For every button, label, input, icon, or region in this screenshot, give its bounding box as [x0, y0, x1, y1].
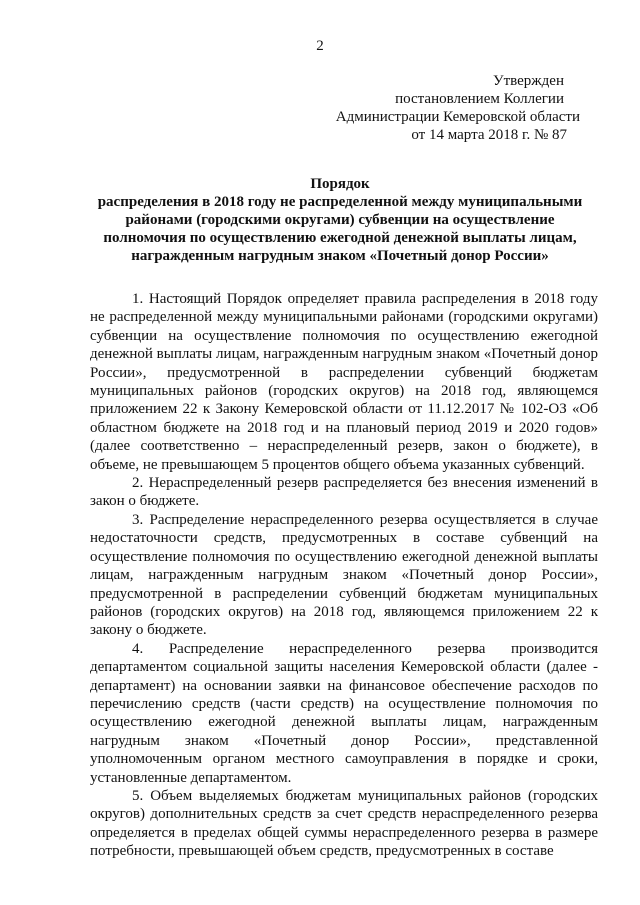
approval-line: Утвержден [492, 73, 564, 89]
title-line: Порядок [310, 176, 370, 192]
title-line: награжденным нагрудным знаком «Почетный донор России» [131, 248, 549, 264]
document-title [70, 175, 610, 265]
approval-line: от 14 марта 2018 г. № 87 [411, 127, 567, 143]
approval-stamp [336, 72, 580, 144]
title-line: районами (городскими округами) субвенции на осуществление [125, 212, 555, 228]
paragraph-4: 4. Распределение нераспределенного резерва производится департаментом социальной защиты населения Кемеровской области (далее - департамент) на основании заявки на финансовое обеспечение расходов по перечислению средств (части средств) на осуществление полномочия по осуществлению ежегодной денежной выплаты лицам, награжденным нагрудным знаком «Почетный донор России», представленной уполномоченным органом местного самоуправления в порядке и сроки, установленные департаментом. [90, 640, 598, 786]
paragraph-3: 3. Распределение нераспределенного резерва осуществляется в случае недостаточности средств, предусмотренных в составе субвенций на осуществление полномочия по осуществлению ежегодной денежной выплаты лицам, награжденным нагрудным знаком «Почетный донор России», предусмотренной в распределении субвенций бюджетам муниципальных районов (городских округов) на 2018 год, являющемся приложением 22 к закону о бюджете. [90, 511, 598, 639]
page-number: 2 [316, 38, 324, 54]
approval-line: Администрации Кемеровской области [335, 109, 580, 125]
title-line: полномочия по осуществлению ежегодной денежной выплаты лицам, [103, 230, 577, 246]
paragraph-2: 2. Нераспределенный резерв распределяется без внесения изменений в закон о бюджете. [90, 475, 598, 510]
paragraph-1: 1. Настоящий Порядок определяет правила распределения в 2018 году не распределенной между муниципальными районами (городскими округами) субвенции на осуществление полномочия по осуществлению ежегодной денежной выплаты лицам, награжденным нагрудным знаком «Почетный донор России», предусмотренной в распределении субвенций бюджетам муниципальных районов (городских округов) на 2018 год, являющемся приложением 22 к Закону Кемеровской области от 11.12.2017 № 102-ОЗ «Об областном бюджете на 2018 год и на плановый период 2019 и 2020 годов» (далее соответственно – нераспределенный резерв, закон о бюджете), в объеме, не превышающем 5 процентов общего объема указанных субвенций. [90, 291, 598, 473]
approval-line: постановлением Коллегии [395, 91, 564, 107]
document-body [90, 290, 598, 861]
paragraph-5: 5. Объем выделяемых бюджетам муниципальных районов (городских округов) дополнительных средств за счет средств нераспределенного резерва определяется в пределах общей суммы нераспределенного резерва в размере потребности, превышающей объем средств, предусмотренных в составе [90, 787, 598, 860]
title-line: распределения в 2018 году не распределенной между муниципальными [97, 194, 583, 210]
